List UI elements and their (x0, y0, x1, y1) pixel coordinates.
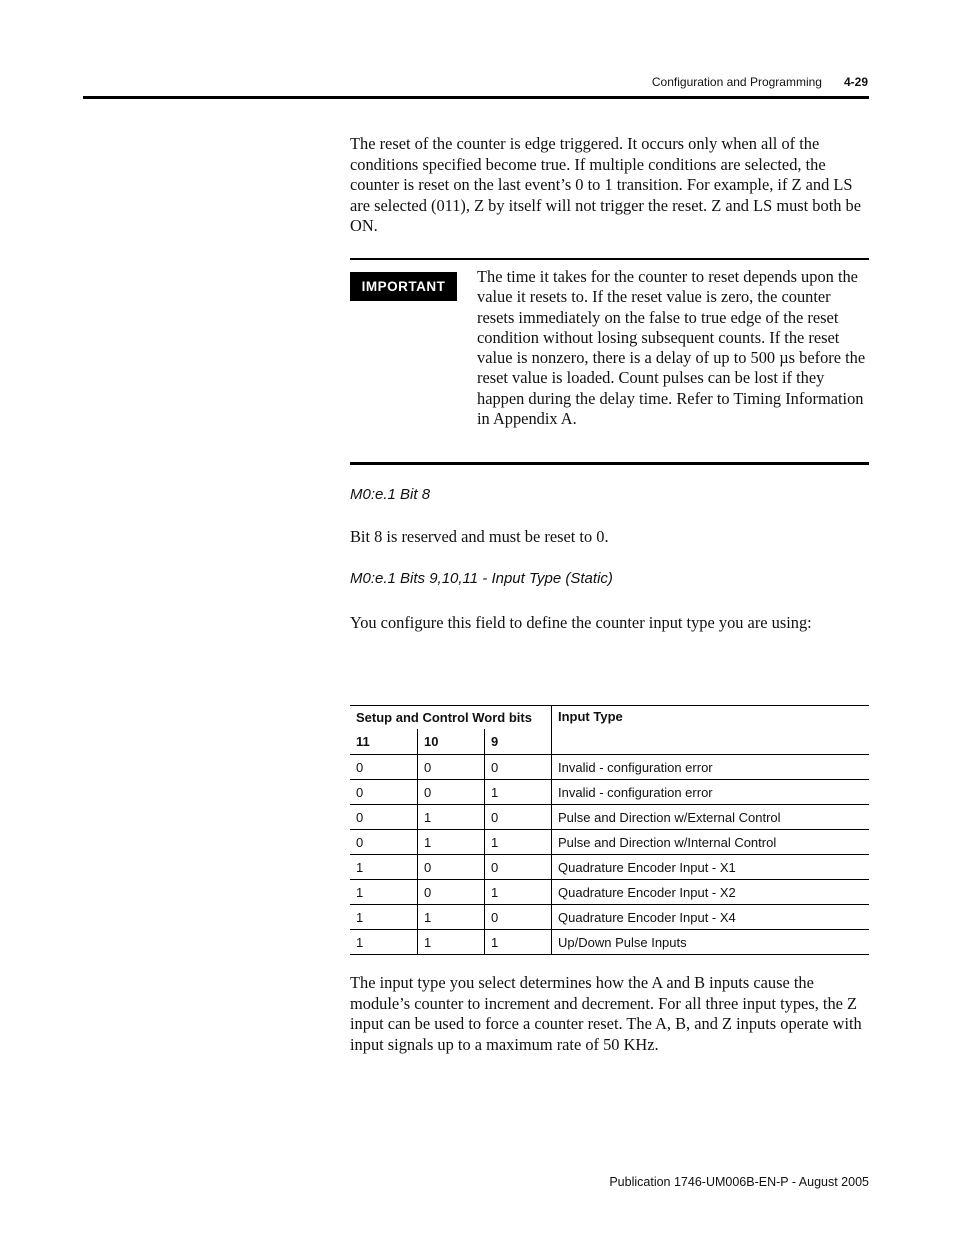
header-page-number: 4-29 (843, 75, 868, 89)
closing-paragraph: The input type you select determines how the A and B inputs cause the module’s counter to increment and decrement. For all three input types, the Z input can be used to force a counter reset. The A, B, and Z inputs operate with input signals up to a maximum rate of 50 KHz. (350, 973, 862, 1054)
important-bottom-rule (350, 462, 869, 465)
bit-header-9: 9 (485, 729, 552, 755)
page-footer: Publication 1746-UM006B-EN-P - August 2005 (609, 1175, 869, 1189)
cell-bit9: 0 (485, 905, 552, 930)
cell-bit11: 1 (350, 930, 418, 955)
table-row (350, 755, 869, 780)
cell-input-type: Quadrature Encoder Input - X2 (552, 880, 870, 905)
table-row (350, 930, 869, 955)
bits9-11-heading: M0:e.1 Bits 9,10,11 - Input Type (Static) (350, 570, 613, 587)
table-row (350, 805, 869, 830)
bit-header-10: 10 (418, 729, 485, 755)
table-row (350, 830, 869, 855)
cell-input-type: Pulse and Direction w/External Control (552, 805, 870, 830)
table-row (350, 880, 869, 905)
cell-bit11: 0 (350, 830, 418, 855)
cell-bit9: 1 (485, 880, 552, 905)
table-row (350, 780, 869, 805)
cell-bit10: 1 (418, 830, 485, 855)
bit-header-11: 11 (350, 729, 418, 755)
cell-bit9: 0 (485, 805, 552, 830)
cell-bit11: 0 (350, 755, 418, 780)
table-row (350, 905, 869, 930)
important-top-rule (350, 258, 869, 260)
cell-bit10: 1 (418, 930, 485, 955)
bit8-heading: M0:e.1 Bit 8 (350, 486, 431, 503)
cell-bit9: 1 (485, 930, 552, 955)
input-type-table (350, 705, 869, 955)
cell-bit11: 0 (350, 780, 418, 805)
page-header (600, 75, 868, 89)
cell-bit9: 1 (485, 780, 552, 805)
cell-bit10: 0 (418, 755, 485, 780)
bit8-text: Bit 8 is reserved and must be reset to 0. (350, 527, 609, 546)
cell-bit11: 0 (350, 805, 418, 830)
important-text: The time it takes for the counter to reset depends upon the value it resets to. If the reset value is zero, the counter resets immediately on the false to true edge of the reset condition without losing subsequent counts. If the reset value is nonzero, there is a delay of up to 500 µs before the reset value is loaded. Count pulses can be lost if they happen during the delay time. Refer to Timing Information in Appendix A. (477, 267, 866, 429)
important-label: IMPORTANT (350, 272, 457, 301)
cell-bit11: 1 (350, 880, 418, 905)
cell-bit10: 1 (418, 905, 485, 930)
cell-bit9: 0 (485, 855, 552, 880)
cell-bit10: 0 (418, 780, 485, 805)
cell-input-type: Invalid - configuration error (552, 755, 870, 780)
cell-bit11: 1 (350, 905, 418, 930)
header-section-title: Configuration and Programming (651, 75, 822, 89)
cell-bit9: 0 (485, 755, 552, 780)
cell-input-type: Quadrature Encoder Input - X4 (552, 905, 870, 930)
table-row (350, 855, 869, 880)
cell-input-type: Invalid - configuration error (552, 780, 870, 805)
header-rule (83, 96, 869, 99)
cell-input-type: Pulse and Direction w/Internal Control (552, 830, 870, 855)
cell-bit10: 1 (418, 805, 485, 830)
cell-bit10: 0 (418, 880, 485, 905)
cell-input-type: Up/Down Pulse Inputs (552, 930, 870, 955)
intro-paragraph: The reset of the counter is edge triggered. It occurs only when all of the conditions specified become true. If multiple conditions are selected, the counter is reset on the last event’s 0 to 1 transition. For example, if Z and LS are selected (011), Z by itself will not trigger the reset. Z and LS must both be ON. (350, 134, 862, 235)
cell-bit11: 1 (350, 855, 418, 880)
input-type-header: Input Type (552, 706, 870, 755)
group-header: Setup and Control Word bits (350, 706, 552, 730)
cell-bit9: 1 (485, 830, 552, 855)
cell-bit10: 0 (418, 855, 485, 880)
table-header-row (350, 706, 869, 730)
bits9-11-text: You configure this field to define the counter input type you are using: (350, 613, 812, 632)
cell-input-type: Quadrature Encoder Input - X1 (552, 855, 870, 880)
